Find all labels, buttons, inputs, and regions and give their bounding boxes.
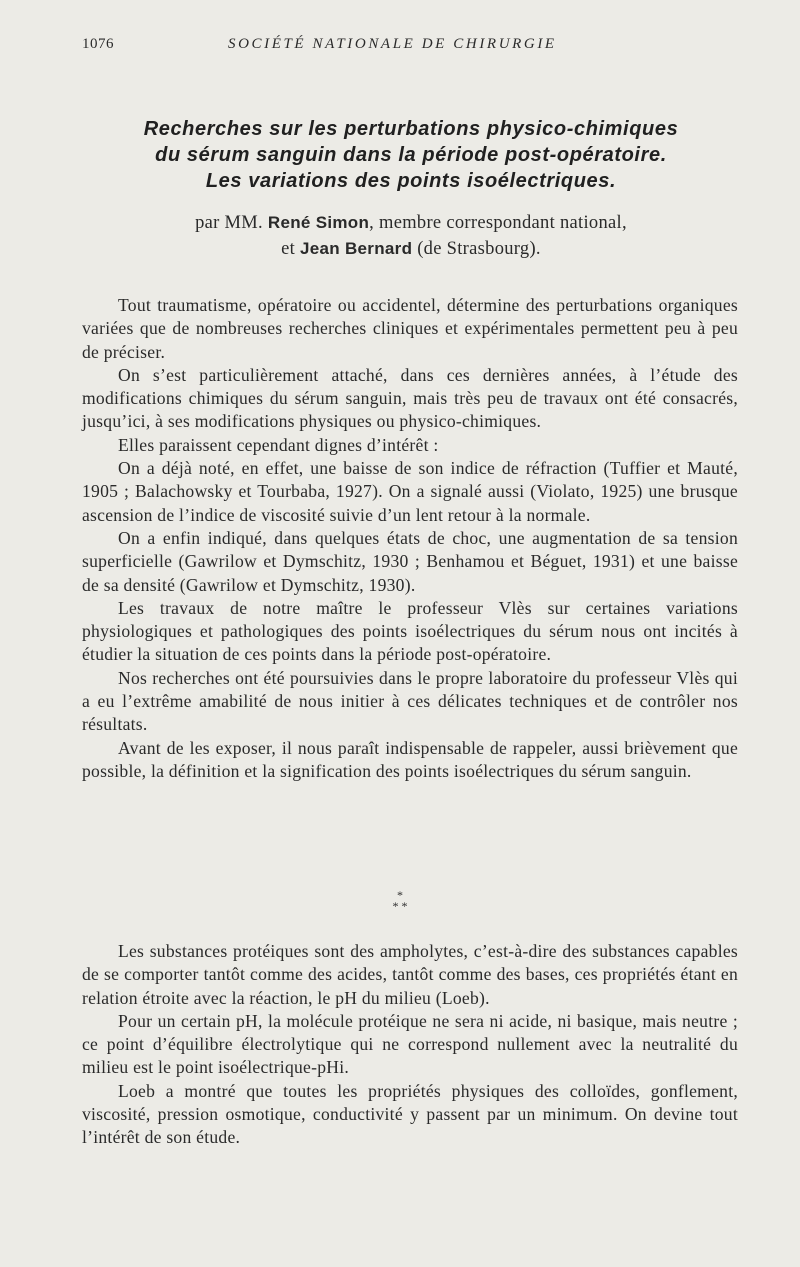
title-line-1: Recherches sur les perturbations physico-chimiques <box>143 118 679 140</box>
paragraph: Avant de les exposer, il nous paraît indispensable de rappeler, aussi brièvement que possible, la définition et la signification des points isoélectriques du sérum sanguin. <box>82 737 738 781</box>
author-2-affiliation: (de Strasbourg). <box>417 239 541 259</box>
paragraph: On a déjà noté, en effet, une baisse de son indice de réfraction (Tuffier et Mauté, 1905 ; Balachowsky et Tourbaba, 1927). On a signalé aussi (Violato, 1925) une brusque ascension de l’indice de viscosité suivie d’un lent retour à la normale. <box>82 458 738 525</box>
byline-line-2 <box>60 236 762 262</box>
title-line-3: Les variations des points isoélectriques. <box>205 170 617 192</box>
section-separator <box>380 890 420 912</box>
section-isoelectric <box>82 940 738 1150</box>
asterism-top: * <box>397 888 403 902</box>
byline-conjunction: et <box>281 239 296 259</box>
paragraph: Les travaux de notre maître le professeur Vlès sur certaines variations physiologiques et pathologiques des points isoélectriques du sérum nous ont incités à étudier la situation de ces points dans la période post-opératoire. <box>82 597 738 665</box>
byline-line-1 <box>60 210 762 236</box>
title-line-2: du sérum sanguin dans la période post-opératoire. <box>155 144 667 166</box>
paragraph: Pour un certain pH, la molécule protéique ne sera ni acide, ni basique, mais neutre ; ce point d’équilibre électrolytique qui ne correspond nullement avec la neutralité du milieu est le point isoélectrique-pHi. <box>82 1010 738 1078</box>
paragraph: On a enfin indiqué, dans quelques états de choc, une augmentation de sa tension superficielle (Gawrilow et Dymschitz, 1930 ; Benhamou et Béguet, 1931) et une baisse de sa densité (Gawrilow et Dymschitz, 1930). <box>82 527 738 595</box>
article-title <box>60 116 762 194</box>
section-intro <box>82 294 738 783</box>
byline-prefix: par MM. <box>195 213 263 233</box>
paragraph: Tout traumatisme, opératoire ou accidentel, détermine des perturbations organiques variées que de nombreuses recherches cliniques et expérimentales permettent peu à peu de préciser. <box>82 295 738 362</box>
journal-title: SOCIÉTÉ NATIONALE DE CHIRURGIE <box>228 36 557 52</box>
byline <box>60 210 762 262</box>
author-1-role: , membre correspondant national, <box>369 213 627 233</box>
page-number: 1076 <box>82 36 114 52</box>
paragraph: Elles paraissent cependant dignes d’intérêt : <box>118 434 439 455</box>
paragraph: On s’est particulièrement attaché, dans ces dernières années, à l’étude des modifications chimiques du sérum sanguin, mais très peu de travaux ont été consacrés, jusqu’ici, à ses modifications physiques ou physico-chimiques. <box>82 364 738 432</box>
paragraph: Loeb a montré que toutes les propriétés physiques des colloïdes, gonflement, viscosité, pression osmotique, conductivité y passent par un minimum. On devine tout l’intérêt de son étude. <box>82 1080 738 1148</box>
paragraph: Nos recherches ont été poursuivies dans le propre laboratoire du professeur Vlès qui a eu l’extrême amabilité de nous initier à ces délicates techniques et de contrôler nos résultats. <box>82 667 738 735</box>
author-1: René Simon <box>267 213 370 232</box>
asterism-bottom: * * <box>392 899 408 913</box>
author-2: Jean Bernard <box>300 239 413 258</box>
paragraph: Les substances protéiques sont des ampholytes, c’est-à-dire des substances capables de se comporter tantôt comme des acides, tantôt comme des bases, ces propriétés étant en relation étroite avec la réaction, le pH du milieu (Loeb). <box>82 941 738 1008</box>
